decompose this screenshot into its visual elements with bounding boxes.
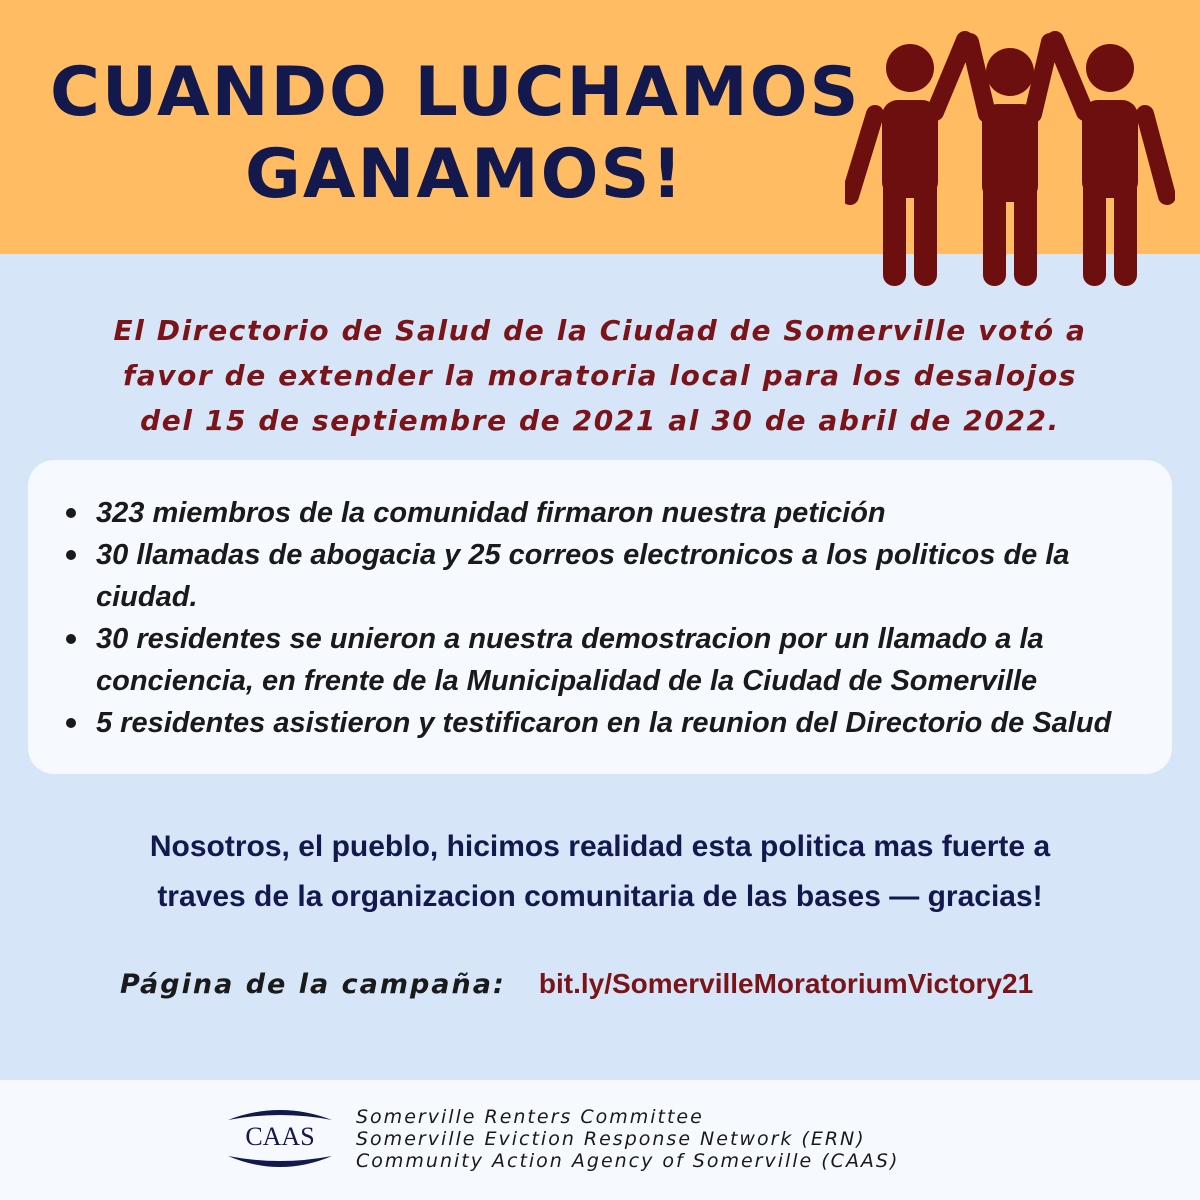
org-name: Somerville Eviction Response Network (ERN)	[356, 1128, 866, 1150]
thanks-line-1: Nosotros, el pueblo, hicimos realidad esta politica mas fuerte a	[149, 830, 1051, 863]
org-list	[356, 1106, 899, 1172]
campaign-link[interactable]: bit.ly/SomervilleMoratoriumVictory21	[538, 968, 1034, 999]
thanks-line-2: traves de la organizacion comunitaria de las bases — gracias!	[157, 880, 1043, 913]
org-name: Community Action Agency of Somerville (CAAS)	[356, 1150, 900, 1172]
footer	[0, 1080, 1200, 1200]
list-item	[58, 702, 1168, 744]
headline-line-2: GANAMOS!	[245, 134, 685, 214]
list-item-text: 30 residentes se unieron a nuestra demostracion por un llamado a la conciencia, en frente de la Municipalidad de la Ciudad de Somerville	[96, 623, 1044, 697]
logo-text: CAAS	[245, 1122, 315, 1151]
bullet-icon	[66, 550, 76, 560]
list-item-text: 30 llamadas de abogacia y 25 correos electronicos a los politicos de la ciudad.	[96, 539, 1070, 613]
list-item	[58, 492, 1168, 534]
achievements-list	[58, 492, 1168, 744]
list-item-text: 5 residentes asistieron y testificaron en la reunion del Directorio de Salud	[96, 707, 1112, 739]
thanks-message	[40, 822, 1160, 922]
campaign-label: Página de la campaña:	[120, 969, 506, 1000]
intro-paragraph	[40, 308, 1160, 443]
achievements-card	[28, 460, 1172, 774]
people-celebrating-icon	[845, 18, 1175, 290]
list-item-text: 323 miembros de la comunidad firmaron nuestra petición	[96, 497, 886, 529]
campaign-row	[120, 968, 1033, 1000]
bullet-icon	[66, 718, 76, 728]
headline-line-1: CUANDO LUCHAMOS	[50, 53, 861, 132]
bullet-icon	[66, 508, 76, 518]
list-item	[58, 534, 1168, 618]
intro-line-1: El Directorio de Salud de la Ciudad de Somerville votó a	[113, 314, 1087, 347]
intro-line-2: favor de extender la moratoria local para los desalojos	[122, 359, 1078, 392]
headline	[50, 52, 861, 215]
intro-line-3: del 15 de septiembre de 2021 al 30 de abril de 2022.	[140, 404, 1060, 437]
bullet-icon	[66, 634, 76, 644]
org-name: Somerville Renters Committee	[356, 1106, 704, 1128]
caas-logo	[222, 1104, 338, 1172]
list-item	[58, 618, 1168, 702]
